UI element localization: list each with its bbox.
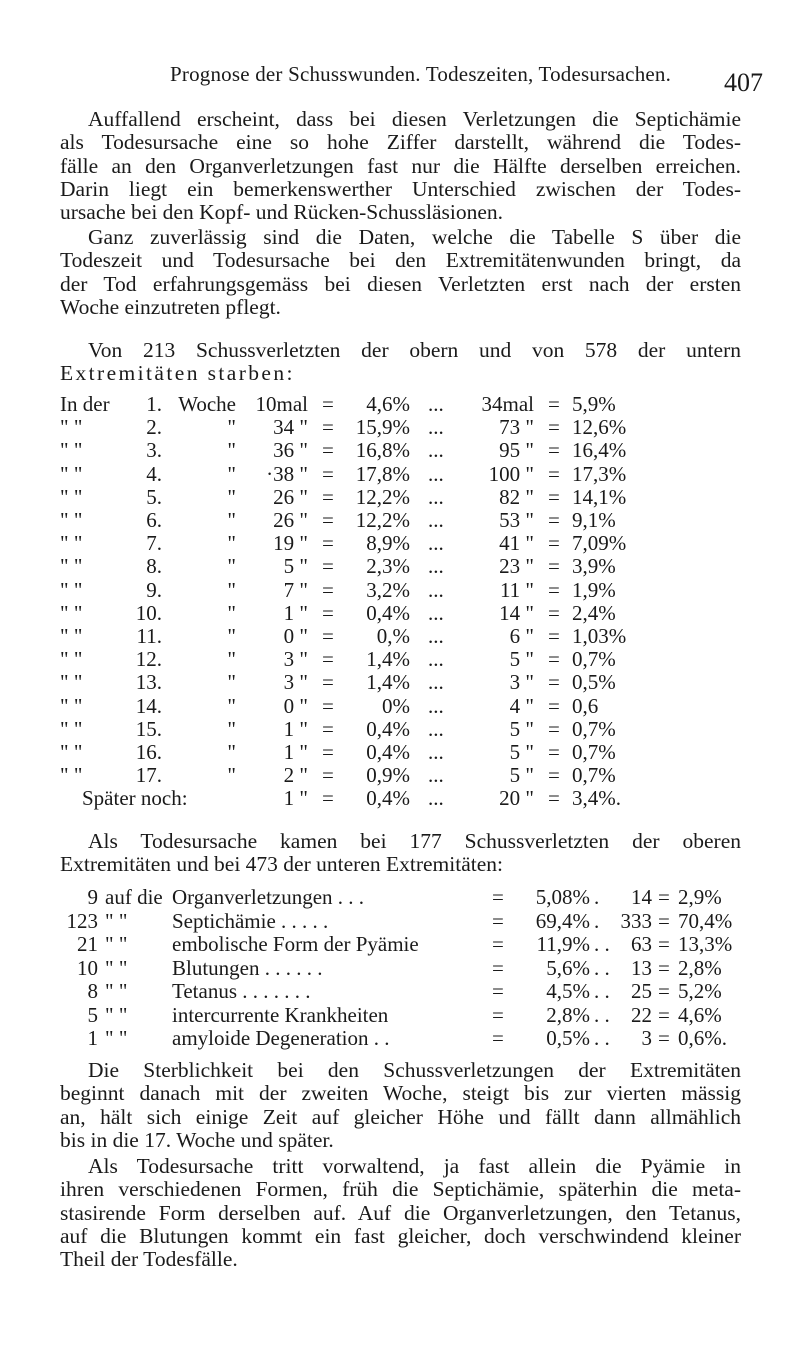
week-number: 13. xyxy=(135,670,162,695)
equals-sign: = xyxy=(548,740,560,764)
upper-count: 1 " xyxy=(283,786,308,811)
upper-count: 1 " xyxy=(283,600,308,625)
row-prefix: " " xyxy=(60,740,83,764)
row-prefix: " " xyxy=(60,624,83,648)
causes-of-death-table xyxy=(60,885,750,1055)
leader-dots: ... xyxy=(428,740,444,764)
lower-count: 20 " xyxy=(499,786,534,811)
upper-count: 21 xyxy=(77,932,98,956)
upper-count: 5 " xyxy=(283,554,308,579)
week-number: 15. xyxy=(135,716,162,741)
equals-sign: = xyxy=(658,932,670,956)
week-label: " xyxy=(227,461,236,486)
upper-count: 36 " xyxy=(273,438,308,463)
lower-percent: 0,7% xyxy=(572,716,616,741)
week-row xyxy=(60,392,750,416)
lower-count: 13 xyxy=(631,955,652,980)
equals-sign: = xyxy=(658,908,670,933)
equals-sign: = xyxy=(548,531,560,556)
week-label: " xyxy=(227,716,236,741)
text-line: Extremitäten und bei 473 der unteren Extremitäten: xyxy=(60,852,503,877)
lower-percent: 3,4%. xyxy=(572,786,621,811)
leader-dots: ... xyxy=(428,716,444,741)
upper-percent: 69,4% xyxy=(535,908,590,933)
cause-row xyxy=(60,909,750,933)
page-number: 407 xyxy=(724,68,763,97)
leader-dots: ... xyxy=(428,670,444,695)
text-line: beginnt danach mit der zweiten Woche, steigt bis zur vierten mässig xyxy=(60,1081,741,1106)
cause-name: amyloide Degeneration . . xyxy=(172,1026,390,1050)
lower-percent: 70,4% xyxy=(678,908,733,933)
leader-dots: . . xyxy=(594,955,610,980)
upper-count: 26 " xyxy=(273,484,308,509)
page-header xyxy=(0,62,800,97)
leader-dots: . . xyxy=(594,1002,610,1027)
upper-count: 19 " xyxy=(273,531,308,556)
lower-count: 23 " xyxy=(499,554,534,579)
paragraph-extremity-data xyxy=(60,226,741,319)
cause-name: embolische Form der Pyämie xyxy=(172,932,419,956)
row-prefix: " " xyxy=(60,600,83,625)
lower-percent: 2,9% xyxy=(678,885,722,909)
deaths-by-week-table xyxy=(60,392,750,812)
equals-sign: = xyxy=(548,554,560,579)
equals-sign: = xyxy=(322,484,334,509)
equals-sign: = xyxy=(548,624,560,648)
lower-count: 53 " xyxy=(499,508,534,532)
lower-percent: 2,4% xyxy=(572,600,616,625)
row-prefix: " " xyxy=(60,508,83,532)
leader-dots: ... xyxy=(428,763,444,788)
equals-sign: = xyxy=(548,484,560,509)
equals-sign: = xyxy=(548,438,560,463)
lower-percent: 0,7% xyxy=(572,763,616,788)
row-prefix: " " xyxy=(60,461,83,486)
equals-sign: = xyxy=(658,885,670,909)
cause-row xyxy=(60,979,750,1003)
equals-sign: = xyxy=(322,600,334,625)
lower-percent: 16,4% xyxy=(572,438,627,463)
equals-sign: = xyxy=(322,786,334,811)
week-label: " xyxy=(227,647,236,672)
cause-row xyxy=(60,1026,750,1050)
text-line: Woche einzutreten pflegt. xyxy=(60,294,281,319)
upper-percent: 0,4% xyxy=(366,716,410,741)
equals-sign: = xyxy=(322,577,334,602)
lower-count: 11 " xyxy=(499,577,534,602)
upper-count: 1 " xyxy=(283,740,308,764)
paragraph-deaths-intro xyxy=(60,339,741,386)
leader-dots: ... xyxy=(428,415,444,440)
later-label: Später noch: xyxy=(82,786,188,811)
text-line: Ganz zuverlässig sind die Daten, welche die Tabelle S über die xyxy=(88,225,741,249)
week-number: 12. xyxy=(135,647,162,672)
lower-percent: 5,9% xyxy=(572,392,616,416)
equals-sign: = xyxy=(322,508,334,532)
upper-percent: 3,2% xyxy=(366,577,410,602)
row-prefix: " " xyxy=(60,763,83,788)
upper-percent: 2,8% xyxy=(546,1002,590,1027)
leader-dots: ... xyxy=(428,392,444,416)
text-line: auf die Blutungen kommt ein fast gleicher, doch verschwindend kleiner xyxy=(60,1223,741,1248)
lower-count: 95 " xyxy=(499,438,534,463)
lower-percent: 0,7% xyxy=(572,740,616,764)
equals-sign: = xyxy=(492,955,504,980)
equals-sign: = xyxy=(322,716,334,741)
row-prefix: " " xyxy=(60,716,83,741)
cause-prefix: " " xyxy=(105,1002,128,1027)
week-label: " xyxy=(227,531,236,556)
week-row xyxy=(60,670,750,694)
text-line: Von 213 Schussverletzten der obern und von 578 der untern xyxy=(88,338,741,362)
equals-sign: = xyxy=(492,979,504,1003)
week-label: " xyxy=(227,484,236,509)
equals-sign: = xyxy=(548,415,560,440)
week-row xyxy=(60,485,750,509)
week-row xyxy=(60,740,750,764)
lower-percent: 1,03% xyxy=(572,624,627,648)
leader-dots: ... xyxy=(428,484,444,509)
week-row xyxy=(60,763,750,787)
cause-name: Organverletzungen . . . xyxy=(172,885,365,909)
equals-sign: = xyxy=(548,716,560,741)
equals-sign: = xyxy=(322,461,334,486)
paragraph-causes-intro xyxy=(60,830,741,877)
leader-dots: ... xyxy=(428,577,444,602)
text-line: Als Todesursache tritt vorwaltend, ja fast allein die Pyämie in xyxy=(88,1154,741,1178)
text-line: Todeszeit und Todesursache bei den Extremitätenwunden bringt, da xyxy=(60,248,741,273)
upper-count: ·38 " xyxy=(266,461,308,486)
equals-sign: = xyxy=(492,932,504,956)
equals-sign: = xyxy=(322,624,334,648)
upper-percent: 0% xyxy=(382,693,410,718)
paragraph-cause-summary xyxy=(60,1155,741,1271)
upper-percent: 0,4% xyxy=(366,600,410,625)
week-number: 6. xyxy=(146,508,162,532)
week-number: 9. xyxy=(146,577,162,602)
upper-count: 0 " xyxy=(283,624,308,648)
upper-percent: 0,4% xyxy=(366,740,410,764)
upper-count: 7 " xyxy=(283,577,308,602)
week-label: " xyxy=(227,670,236,695)
lower-percent: 9,1% xyxy=(572,508,616,532)
lower-count: 34mal xyxy=(481,392,534,416)
lower-count: 41 " xyxy=(499,531,534,556)
lower-percent: 5,2% xyxy=(678,979,722,1003)
text-line: bis in die 17. Woche und später. xyxy=(60,1127,334,1152)
row-prefix: " " xyxy=(60,484,83,509)
text-line: Als Todesursache kamen bei 177 Schussverletzten der oberen xyxy=(88,829,741,853)
equals-sign: = xyxy=(322,531,334,556)
row-prefix: " " xyxy=(60,693,83,718)
cause-name: Tetanus . . . . . . . xyxy=(172,979,311,1003)
lower-percent: 0,7% xyxy=(572,647,616,672)
lower-count: 100 " xyxy=(488,461,534,486)
equals-sign: = xyxy=(322,392,334,416)
equals-sign: = xyxy=(322,438,334,463)
equals-sign: = xyxy=(548,392,560,416)
lower-count: 5 " xyxy=(509,647,534,672)
text-line: stasirende Form derselben auf. Auf die Organverletzungen, den Tetanus, xyxy=(60,1200,741,1225)
upper-count: 34 " xyxy=(273,415,308,440)
week-number: 10. xyxy=(135,600,162,625)
text-line: als Todesursache eine so hohe Ziffer darstellt, während die Todes- xyxy=(60,130,741,155)
cause-prefix: auf die xyxy=(105,885,163,909)
equals-sign: = xyxy=(492,1026,504,1050)
equals-sign: = xyxy=(492,908,504,933)
week-row xyxy=(60,554,750,578)
cause-row xyxy=(60,956,750,980)
equals-sign: = xyxy=(548,670,560,695)
row-prefix: " " xyxy=(60,670,83,695)
row-prefix: In der xyxy=(60,392,110,416)
lower-count: 3 xyxy=(641,1026,652,1050)
equals-sign: = xyxy=(492,885,504,909)
later-row xyxy=(60,786,750,810)
week-label: " xyxy=(227,624,236,648)
equals-sign: = xyxy=(548,508,560,532)
leader-dots: . xyxy=(594,885,600,909)
upper-count: 0 " xyxy=(283,693,308,718)
week-label: " xyxy=(227,763,236,788)
lower-count: 333 xyxy=(620,908,652,933)
text-line: Extremitäten starben: xyxy=(60,361,295,386)
lower-percent: 17,3% xyxy=(572,461,627,486)
upper-count: 9 xyxy=(87,885,98,909)
leader-dots: . . xyxy=(594,1026,610,1050)
week-row xyxy=(60,508,750,532)
lower-percent: 0,5% xyxy=(572,670,616,695)
lower-percent: 4,6% xyxy=(678,1002,722,1027)
equals-sign: = xyxy=(322,670,334,695)
week-number: 14. xyxy=(135,693,162,718)
lower-count: 5 " xyxy=(509,740,534,764)
equals-sign: = xyxy=(658,979,670,1003)
lower-percent: 7,09% xyxy=(572,531,627,556)
upper-percent: 8,9% xyxy=(366,531,410,556)
equals-sign: = xyxy=(492,1002,504,1027)
paragraph-mortality-course xyxy=(60,1059,741,1152)
lower-percent: 14,1% xyxy=(572,484,627,509)
row-prefix: " " xyxy=(60,438,83,463)
upper-percent: 0,% xyxy=(376,624,410,648)
upper-percent: 0,9% xyxy=(366,763,410,788)
lower-count: 3 " xyxy=(509,670,534,695)
week-number: 5. xyxy=(146,484,162,509)
upper-percent: 1,4% xyxy=(366,670,410,695)
text-line: Darin liegt ein bemerkenswerther Unterschied zwischen der Todes- xyxy=(60,176,741,201)
lower-percent: 0,6 xyxy=(572,693,599,718)
equals-sign: = xyxy=(322,763,334,788)
week-row xyxy=(60,415,750,439)
equals-sign: = xyxy=(658,1026,670,1050)
week-number: 16. xyxy=(135,740,162,764)
leader-dots: ... xyxy=(428,647,444,672)
week-label: " xyxy=(227,740,236,764)
leader-dots: . . xyxy=(594,932,610,956)
week-number: 3. xyxy=(146,438,162,463)
week-number: 8. xyxy=(146,554,162,579)
week-row xyxy=(60,647,750,671)
text-line: Die Sterblichkeit bei den Schussverletzungen der Extremitäten xyxy=(88,1058,741,1082)
lower-percent: 3,9% xyxy=(572,554,616,579)
equals-sign: = xyxy=(322,415,334,440)
equals-sign: = xyxy=(658,1002,670,1027)
week-label: " xyxy=(227,508,236,532)
leader-dots: . . xyxy=(594,979,610,1003)
equals-sign: = xyxy=(548,693,560,718)
lower-count: 22 xyxy=(631,1002,652,1027)
text-line: Auffallend erscheint, dass bei diesen Verletzungen die Septichämie xyxy=(88,107,741,131)
equals-sign: = xyxy=(322,647,334,672)
text-line: an, hält sich einige Zeit auf gleicher Höhe und fällt dann allmählich xyxy=(60,1104,741,1129)
cause-name: Septichämie . . . . . xyxy=(172,908,329,933)
week-label: " xyxy=(227,693,236,718)
lower-percent: 12,6% xyxy=(572,415,627,440)
row-prefix: " " xyxy=(60,577,83,602)
lower-count: 25 xyxy=(631,979,652,1003)
cause-prefix: " " xyxy=(105,1026,128,1050)
week-row xyxy=(60,601,750,625)
leader-dots: ... xyxy=(428,693,444,718)
row-prefix: " " xyxy=(60,554,83,579)
upper-percent: 4,5% xyxy=(546,979,590,1003)
lower-percent: 0,6%. xyxy=(678,1026,727,1050)
row-prefix: " " xyxy=(60,415,83,440)
leader-dots: ... xyxy=(428,554,444,579)
week-row xyxy=(60,438,750,462)
cause-name: intercurrente Krankheiten xyxy=(172,1002,389,1027)
week-row xyxy=(60,624,750,648)
equals-sign: = xyxy=(322,740,334,764)
week-number: 17. xyxy=(135,763,162,788)
week-label: Woche xyxy=(178,392,236,416)
week-number: 4. xyxy=(146,461,162,486)
leader-dots: ... xyxy=(428,508,444,532)
leader-dots: ... xyxy=(428,438,444,463)
upper-percent: 17,8% xyxy=(355,461,410,486)
cause-prefix: " " xyxy=(105,979,128,1003)
lower-count: 6 " xyxy=(509,624,534,648)
week-number: 1. xyxy=(146,392,162,416)
upper-percent: 12,2% xyxy=(355,508,410,532)
text-line: fälle an den Organverletzungen fast nur die Hälfte derselben erreichen. xyxy=(60,153,741,178)
text-line: ursache bei den Kopf- und Rücken-Schussläsionen. xyxy=(60,200,504,225)
equals-sign: = xyxy=(548,786,560,811)
running-head: Prognose der Schusswunden. Todeszeiten, Todesursachen. xyxy=(170,62,672,86)
upper-count: 5 xyxy=(87,1002,98,1027)
week-label: " xyxy=(227,438,236,463)
equals-sign: = xyxy=(548,647,560,672)
leader-dots: . xyxy=(594,908,600,933)
leader-dots: ... xyxy=(428,786,444,811)
lower-count: 4 " xyxy=(509,693,534,718)
equals-sign: = xyxy=(658,955,670,980)
upper-count: 8 xyxy=(87,979,98,1003)
lower-percent: 2,8% xyxy=(678,955,722,980)
lower-count: 82 " xyxy=(499,484,534,509)
upper-count: 26 " xyxy=(273,508,308,532)
text-line: Theil der Todesfälle. xyxy=(60,1247,238,1272)
upper-count: 1 " xyxy=(283,716,308,741)
cause-name: Blutungen . . . . . . xyxy=(172,955,323,980)
week-label: " xyxy=(227,415,236,440)
leader-dots: ... xyxy=(428,600,444,625)
leader-dots: ... xyxy=(428,461,444,486)
paragraph-septichaemie-note xyxy=(60,108,741,224)
lower-count: 14 xyxy=(631,885,652,909)
upper-percent: 15,9% xyxy=(355,415,410,440)
week-row xyxy=(60,694,750,718)
equals-sign: = xyxy=(548,461,560,486)
upper-count: 123 xyxy=(66,908,98,933)
week-row xyxy=(60,578,750,602)
row-prefix: " " xyxy=(60,531,83,556)
week-number: 7. xyxy=(146,531,162,556)
upper-percent: 1,4% xyxy=(366,647,410,672)
cause-row xyxy=(60,932,750,956)
week-row xyxy=(60,462,750,486)
upper-count: 2 " xyxy=(283,763,308,788)
lower-percent: 13,3% xyxy=(678,932,733,956)
upper-percent: 5,6% xyxy=(546,955,590,980)
equals-sign: = xyxy=(548,600,560,625)
upper-percent: 16,8% xyxy=(355,438,410,463)
cause-prefix: " " xyxy=(105,955,128,980)
lower-count: 5 " xyxy=(509,716,534,741)
upper-percent: 0,5% xyxy=(546,1026,590,1050)
upper-percent: 11,9% xyxy=(536,932,590,956)
cause-row xyxy=(60,1003,750,1027)
lower-count: 63 xyxy=(631,932,652,956)
upper-count: 10 xyxy=(77,955,98,980)
upper-percent: 12,2% xyxy=(355,484,410,509)
lower-percent: 1,9% xyxy=(572,577,616,602)
week-row xyxy=(60,531,750,555)
equals-sign: = xyxy=(548,763,560,788)
week-number: 11. xyxy=(136,624,162,648)
leader-dots: ... xyxy=(428,624,444,648)
lower-count: 14 " xyxy=(499,600,534,625)
equals-sign: = xyxy=(322,554,334,579)
equals-sign: = xyxy=(322,693,334,718)
cause-prefix: " " xyxy=(105,908,128,933)
cause-row xyxy=(60,885,750,909)
row-prefix: " " xyxy=(60,647,83,672)
lower-count: 5 " xyxy=(509,763,534,788)
week-label: " xyxy=(227,554,236,579)
upper-percent: 0,4% xyxy=(366,786,410,811)
upper-percent: 5,08% xyxy=(535,885,590,909)
equals-sign: = xyxy=(548,577,560,602)
week-row xyxy=(60,717,750,741)
upper-count: 3 " xyxy=(283,670,308,695)
text-line: ihren verschiedenen Formen, früh die Septichämie, späterhin die meta- xyxy=(60,1177,741,1202)
leader-dots: ... xyxy=(428,531,444,556)
week-number: 2. xyxy=(146,415,162,440)
upper-count: 1 xyxy=(87,1026,98,1050)
week-label: " xyxy=(227,600,236,625)
upper-count: 3 " xyxy=(283,647,308,672)
week-label: " xyxy=(227,577,236,602)
upper-count: 10mal xyxy=(255,392,308,416)
lower-count: 73 " xyxy=(499,415,534,440)
upper-percent: 4,6% xyxy=(366,392,410,416)
text-line: der Tod erfahrungsgemäss bei diesen Verletzten erst nach der ersten xyxy=(60,271,741,296)
cause-prefix: " " xyxy=(105,932,128,956)
upper-percent: 2,3% xyxy=(366,554,410,579)
